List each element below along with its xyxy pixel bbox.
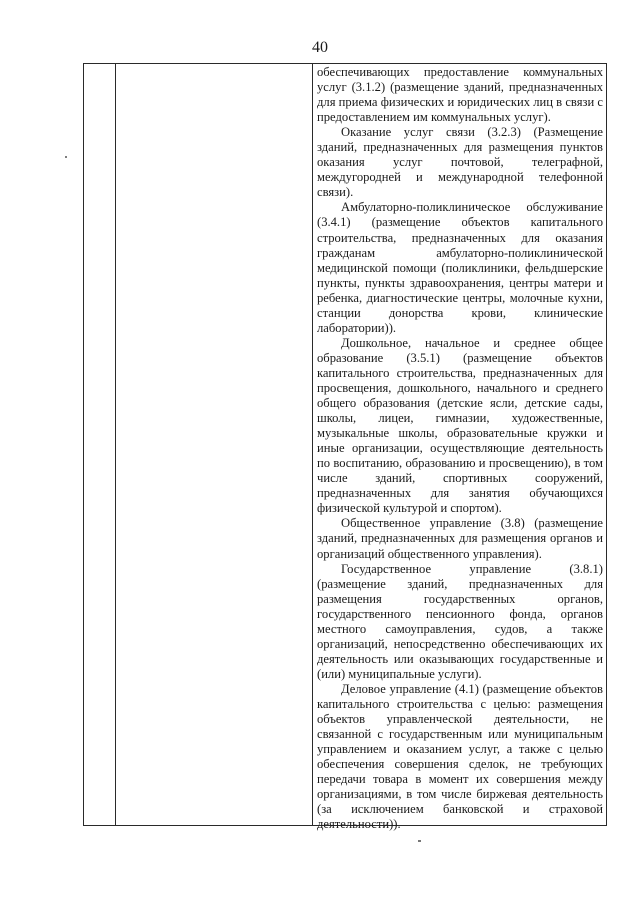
paragraph-outpatient-care: Амбулаторно-поликлиническое обслуживание (3.4.1) (размещение объектов капитального строительства, предназначенных для оказания гражданам амбулаторно-поликлинической медицинской помощи (поликлиники, фельдшерские пункты, пункты здравоохранения, центры матери и ребенка, диагностические центры, молочные кухни, станции донорства крови, клинические лаборатории)). — [317, 200, 603, 335]
scan-mark — [418, 840, 421, 842]
paragraph-business-administration: Деловое управление (4.1) (размещение объектов капитального строительства с целью: размещения объектов управленческой деятельности, не связанной с государственным или муниципальным управлением и оказанием услуг, а также с целью обеспечения совершения сделок, не требующих передачи товара в момент их совершения между организациями, в том числе биржевая деятельность (за исключением банковской и страховой деятельности)). — [317, 681, 603, 832]
scan-speck — [65, 156, 67, 158]
column-divider-2 — [312, 64, 313, 825]
paragraph-education: Дошкольное, начальное и среднее общее образование (3.5.1) (размещение объектов капитального строительства, предназначенных для просвещения, дошкольного, начального и среднего общего образования (детские ясли, детские сады, школы, лицеи, гимназии, художественные, музыкальные школы, образовательные кружки и иные организации, осуществляющие деятельность по воспитанию, образованию и просвещению), в том числе зданий, спортивных сооружений, предназначенных для занятия обучающихся физической культурой и спортом). — [317, 335, 603, 516]
paragraph-public-administration: Общественное управление (3.8) (размещение зданий, предназначенных для размещения органов и организаций общественного управления). — [317, 516, 603, 561]
paragraph-utility-services: обеспечивающих предоставление коммунальных услуг (3.1.2) (размещение зданий, предназначенных для приема физических и юридических лиц в связи с предоставлением им коммунальных услуг). — [317, 65, 603, 125]
paragraph-state-administration: Государственное управление (3.8.1) (размещение зданий, предназначенных для размещения государственных органов, государственного пенсионного фонда, органов местного самоуправления, судов, а также организаций, непосредственно обеспечивающих их деятельность или оказывающих государственные и (или) муниципальные услуги). — [317, 561, 603, 681]
paragraph-communication-services: Оказание услуг связи (3.2.3) (Размещение зданий, предназначенных для размещения пунктов оказания услуг почтовой, телеграфной, междугородней и международной телефонной связи). — [317, 125, 603, 200]
column-divider-1 — [115, 64, 116, 825]
document-table — [83, 63, 607, 832]
page-number: 40 — [312, 39, 328, 56]
table-cell-text — [317, 65, 603, 832]
